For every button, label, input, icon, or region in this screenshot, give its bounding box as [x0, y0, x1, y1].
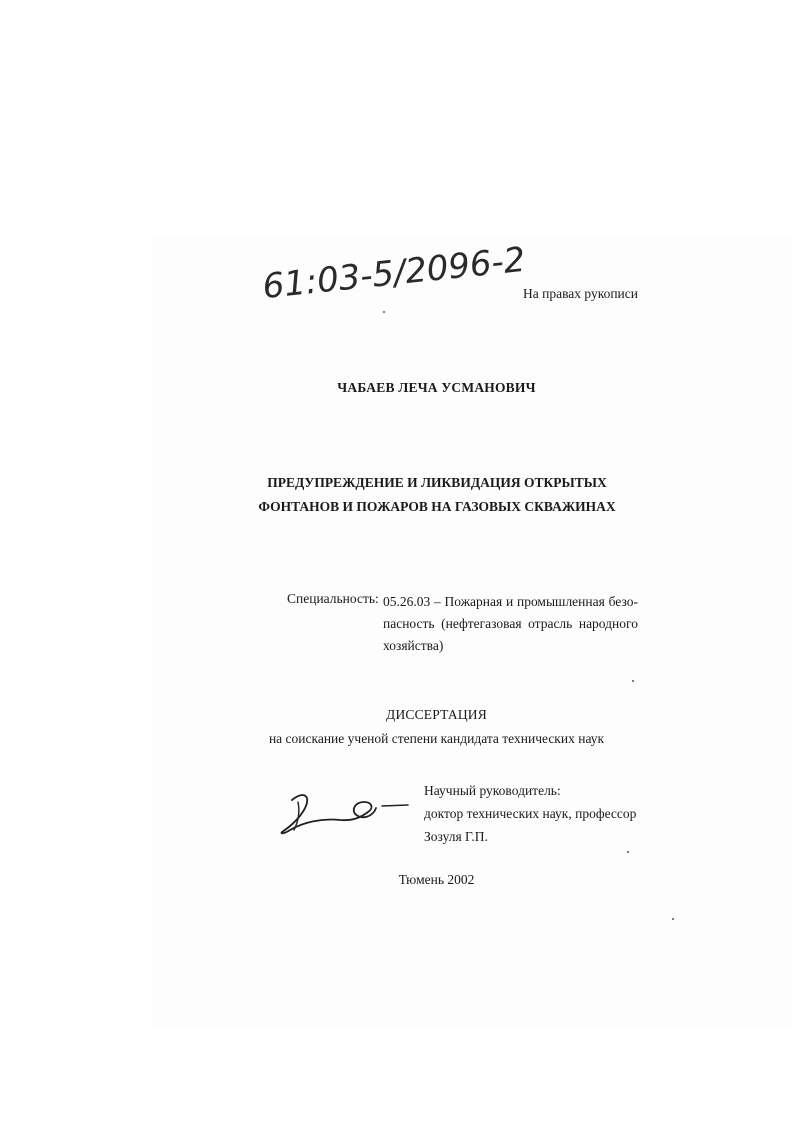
specialty-code: 05.26.03 [383, 594, 431, 609]
title-line-2: ФОНТАНОВ И ПОЖАРОВ НА ГАЗОВЫХ СКВАЖИНАХ [258, 499, 616, 514]
rights-note: На правах рукописи [522, 286, 638, 301]
dissertation-title [220, 471, 654, 519]
degree-statement: на соискание ученой степени кандидата технических наук [268, 731, 605, 746]
supervisor-block [424, 779, 636, 848]
signature-drawing [278, 788, 410, 840]
specialty-line-1 [383, 591, 638, 613]
specialty-word: (нефтегазовая [441, 616, 522, 631]
scan-speck [383, 311, 385, 313]
specialty-word: Пожарная [444, 594, 503, 609]
specialty-line-3: хозяйства) [383, 638, 444, 653]
specialty-word: безо- [608, 594, 638, 609]
specialty-text [383, 591, 638, 657]
specialty-line-2 [383, 613, 638, 635]
author-name: ЧАБАЕВ ЛЕЧА УСМАНОВИЧ [337, 380, 536, 395]
archive-number-text: 61:03-5/2096-2 [260, 239, 528, 308]
supervisor-heading: Научный руководитель: [424, 783, 561, 798]
specialty-word: и [505, 594, 514, 609]
specialty-dash: – [434, 594, 441, 609]
city-year: Тюмень 2002 [398, 872, 475, 887]
scan-speck [672, 918, 674, 920]
specialty-word: пасность [383, 616, 435, 631]
document-type: ДИССЕРТАЦИЯ [386, 707, 487, 722]
supervisor-degree: доктор технических наук, профессор [424, 806, 637, 821]
specialty-label: Специальность: [287, 591, 379, 606]
title-line-1: ПРЕДУПРЕЖДЕНИЕ И ЛИКВИДАЦИЯ ОТКРЫТЫХ [267, 475, 607, 490]
scan-speck [627, 851, 629, 853]
supervisor-name: Зозуля Г.П. [424, 829, 488, 844]
specialty-word: народного [578, 616, 638, 631]
specialty-word: отрасль [528, 616, 573, 631]
scan-speck [632, 680, 634, 682]
specialty-word: промышленная [516, 594, 605, 609]
handwritten-signature [278, 788, 410, 840]
